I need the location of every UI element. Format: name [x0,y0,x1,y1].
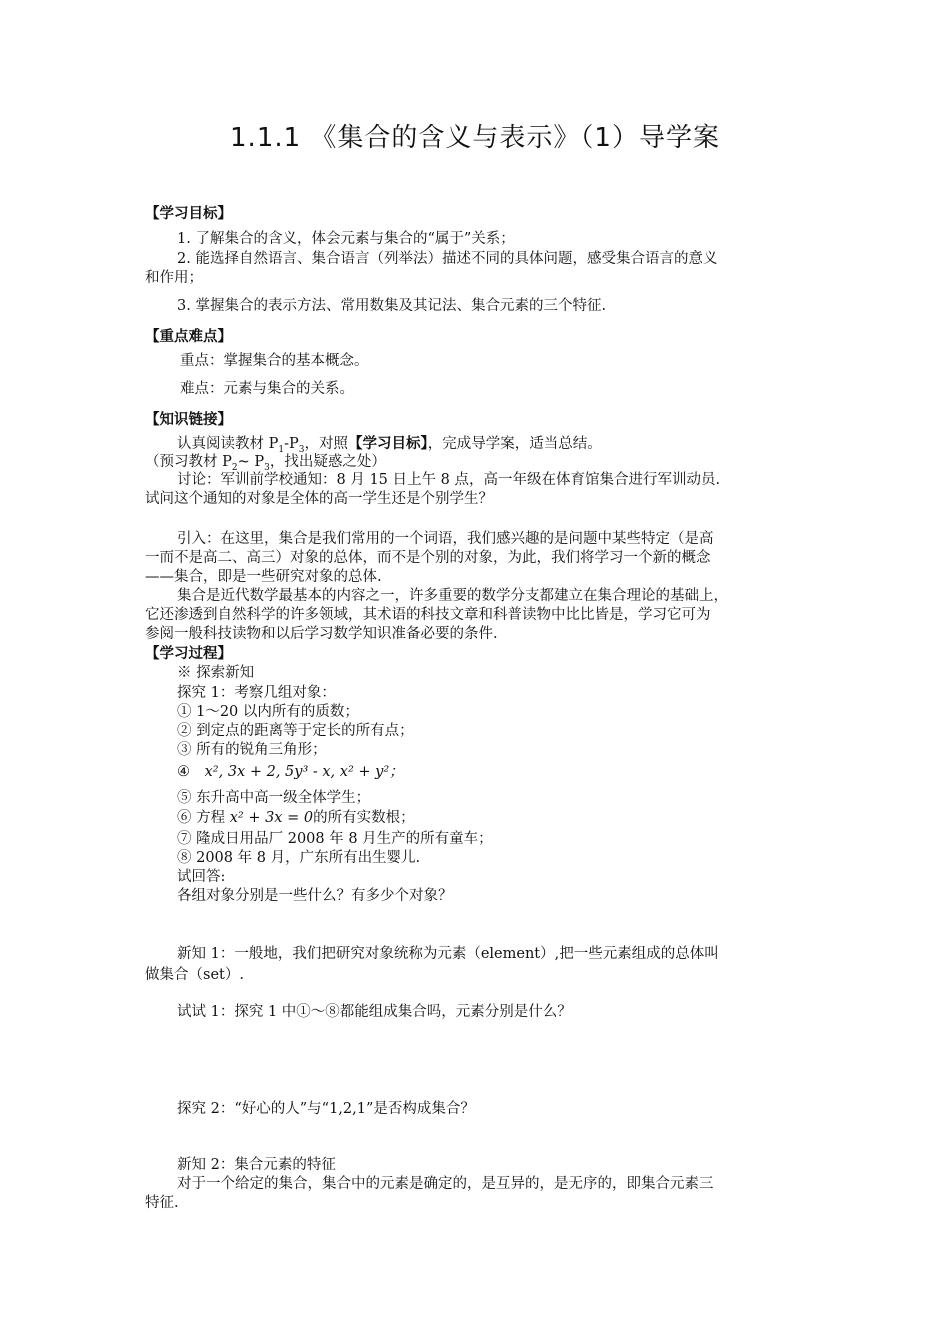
list-item-6 [177,809,415,827]
item-6-equation: x² + 3x = 0 [229,810,314,826]
keypoint: 重点：掌握集合的基本概念。 [180,353,369,369]
intro-line-1: 引入：在这里，集合是我们常用的一个词语，我们感兴趣的是问题中某些特定（是高 [177,531,714,547]
links-text-b: -P [284,436,299,452]
preview-sub-2: 3 [264,462,270,473]
links-bold-ref: 【学习目标】 [348,436,428,452]
try-1: 试试 1：探究 1 中①～⑧都能组成集合吗，元素分别是什么？ [177,1004,572,1020]
objective-3: 3. 掌握集合的表示方法、常用数集及其记法、集合元素的三个特征. [177,298,607,314]
preview-text-b: ~ P [237,454,265,470]
item-4-marker: ④ [177,764,190,780]
item-6-label: ⑥ 方程 [177,810,226,826]
process-heading: 【学习过程】 [145,646,232,662]
explore1-title: 探究 1：考察几组对象： [177,685,336,701]
intro-line-3: ——集合，即是一些研究对象的总体. [145,569,382,585]
links-text-a: 认真阅读教材 P [177,436,279,452]
item-4-math: x², 3x + 2, 5y³ - x, x² + y²； [204,764,404,780]
new-knowledge-2-title: 新知 2：集合元素的特征 [177,1157,336,1173]
list-item-7: ⑦ 隆成日用品厂 2008 年 8 月生产的所有童车； [177,831,493,847]
new-knowledge-2-line-2: 特征. [145,1195,179,1211]
explore-new: ※ 探索新知 [177,665,255,681]
explore-2: 探究 2：“好心的人”与“1,2,1”是否构成集合？ [177,1101,475,1117]
objective-1: 1. 了解集合的含义，体会元素与集合的“属于”关系； [177,231,515,247]
links-sub-1: 1 [278,444,285,455]
intro-line-2: 一而不是高二、高三）对象的总体，而不是个别的对象，为此，我们将学习一个新的概念 [145,550,711,566]
intro-line-4: 集合是近代数学最基本的内容之一，许多重要的数学分支都建立在集合理论的基础上， [177,588,728,604]
list-item-5: ⑤ 东升高中高一级全体学生； [177,790,371,806]
objectives-heading: 【学习目标】 [145,206,232,222]
new-knowledge-1-line-2: 做集合（set）. [145,967,244,983]
question-1: 各组对象分别是一些什么？有多少个对象？ [177,888,453,904]
preview-text-c: ，找出疑惑之处） [269,454,386,470]
intro-line-5: 它还渗透到自然科学的许多领域，其术语的科技文章和科普读物中比比皆是，学习它可为 [145,607,711,623]
links-text-d: ，完成导学案，适当总结。 [427,436,602,452]
preview-sub-1: 2 [231,462,238,473]
try-answer: 试回答: [177,869,226,885]
new-knowledge-2-line-1: 对于一个给定的集合，集合中的元素是确定的，是互异的，是无序的，即集合元素三 [177,1176,714,1192]
links-text-c: ，对照 [304,436,348,452]
discussion-line-1: 讨论：军训前学校通知：8 月 15 日上午 8 点，高一年级在体育馆集合进行军训动员. [177,472,721,488]
item-6-tail: 的所有实数根； [313,810,415,826]
objective-2-cont: 和作用； [145,270,203,286]
new-knowledge-1-line-1: 新知 1：一般地，我们把研究对象统称为元素（element）,把一些元素组成的总体叫 [177,946,719,962]
list-item-4 [177,763,404,781]
list-item-8: ⑧ 2008 年 8 月，广东所有出生婴儿. [177,850,421,866]
difficulty: 难点：元素与集合的关系。 [180,381,354,397]
discussion-line-2: 试问这个通知的对象是全体的高一学生还是个别学生？ [145,491,493,507]
list-item-2: ② 到定点的距离等于定长的所有点； [177,723,414,739]
list-item-1: ① 1～20 以内所有的质数； [177,704,359,720]
page-title: 1.1.1 《集合的含义与表示》（1）导学案 [230,123,720,153]
links-sub-2: 3 [298,444,305,455]
keypoints-heading: 【重点难点】 [145,329,232,345]
objective-2: 2. 能选择自然语言、集合语言（列举法）描述不同的具体问题，感受集合语言的意义 [177,251,718,267]
preview-text-a: （预习教材 P [145,454,232,470]
list-item-3: ③ 所有的锐角三角形； [177,742,327,758]
links-heading: 【知识链接】 [145,412,232,428]
intro-line-6: 参阅一般科技读物和以后学习数学知识准备必要的条件. [145,626,498,642]
